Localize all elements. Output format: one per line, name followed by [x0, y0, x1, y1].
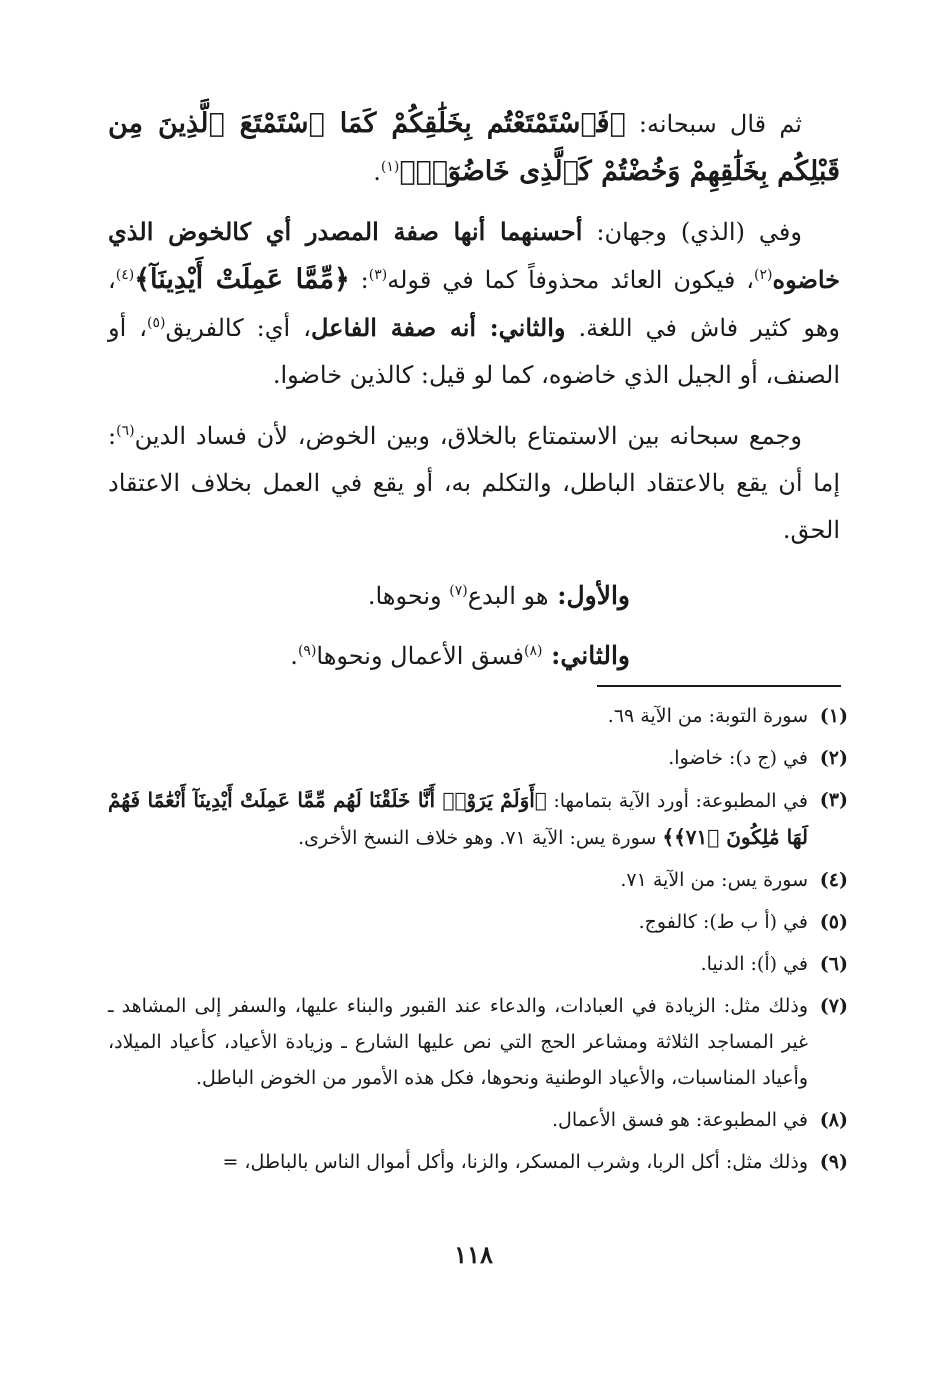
footnote-6 — [108, 946, 848, 982]
footnote-text: سورة التوبة: من الآية ٦٩. — [607, 705, 808, 727]
footnote-5 — [108, 904, 848, 940]
p4-b: ونحوها. — [367, 582, 450, 610]
footnotes — [108, 698, 848, 1186]
p2-c: ، فيكون العائد محذوفاً كما في قوله — [387, 266, 755, 294]
footnote-text: في (أ): الدنيا. — [700, 953, 808, 975]
paragraph-5 — [108, 628, 840, 684]
footnote-9 — [108, 1144, 848, 1180]
footnote-2 — [108, 740, 848, 776]
footnote-ref-4[interactable]: (٤) — [115, 267, 135, 283]
footnote-number: (٤) — [819, 869, 848, 891]
p4-label: والأول: — [548, 581, 630, 610]
footnote-ref-3[interactable]: (٣) — [368, 267, 388, 283]
p2-b-bold: أحسنهما أنها صفة المصدر أي كالخوض الذي خاضوه — [108, 217, 840, 294]
paragraph-1 — [108, 100, 840, 196]
p2-d: : — [349, 266, 369, 294]
footnote-text: في (أ ب ط): كالفوج. — [638, 911, 808, 933]
footnote-ref-1[interactable]: (١) — [380, 159, 400, 175]
footnote-text: سورة يس: من الآية ٧١. — [620, 869, 808, 891]
paragraph-3 — [108, 413, 840, 554]
footnote-text: وذلك مثل: أكل الربا، وشرب المسكر، والزنا، وأكل أموال الناس بالباطل، = — [222, 1151, 808, 1173]
footnote-text: في (ج د): خاضوا. — [668, 747, 808, 769]
p5-b: . — [290, 642, 298, 670]
footnote-number: (٦) — [819, 953, 848, 975]
footnote-number: (٩) — [819, 1151, 848, 1173]
quran-verse-1: ﴿فَٱسْتَمْتَعْتُم بِخَلَٰقِكُمْ كَمَا ٱسْتَمْتَعَ ٱلَّذِينَ مِن قَبْلِكُم بِخَلَٰقِهِمْ وَخُضْتُمْ كَٱلَّذِى خَاضُوٓا۟﴾ — [108, 108, 840, 187]
footnote-number: (٣) — [819, 789, 848, 811]
p2-g: ، أي: كالفريق — [165, 314, 311, 342]
footnote-text — [108, 782, 808, 856]
footnote-ref-2[interactable]: (٢) — [754, 267, 773, 283]
footnote-3-pre: في المطبوعة: أورد الآية بتمامها: — [546, 790, 808, 812]
footnote-4 — [108, 862, 848, 898]
footnote-3 — [108, 782, 848, 856]
p1-intro: ثم قال سبحانه: — [625, 110, 802, 138]
footnote-7 — [108, 988, 848, 1096]
p2-a: وفي (الذي) وجهان: — [582, 218, 802, 246]
p2-e: ، وهو كثير فاش في اللغة. — [108, 266, 841, 342]
footnote-text: في المطبوعة: هو فسق الأعمال. — [552, 1109, 808, 1131]
p3-b: : إما أن يقع بالاعتقاد الباطل، والتكلم به، أو يقع في العمل بخلاف الاعتقاد الحق. — [108, 422, 840, 544]
footnote-1 — [108, 698, 848, 734]
p2-h: ، أو الصنف، أو الجيل الذي خاضوه، كما لو قيل: كالذين خاضوا. — [108, 314, 840, 389]
p2-f-bold: والثاني: أنه صفة الفاعل — [311, 313, 566, 342]
footnote-text: وذلك مثل: الزيادة في العبادات، والدعاء عند القبور والبناء عليها، والسفر إلى المشاهد ـ غير المساجد الثلاثة ومشاعر الحج التي نص عليها الشارع ـ وزيادة الأعياد، كأعياد الميلاد، وأعياد المناسبات، والأعياد الوطنية ونحوها، فكل هذه الأمور من الخوض الباطل. — [108, 995, 808, 1089]
p3-a: وجمع سبحانه بين الاستمتاع بالخلاق، وبين الخوض، لأن فساد الدين — [134, 422, 802, 450]
footnote-ref-5[interactable]: (٥) — [147, 315, 166, 331]
p5-label: والثاني: — [542, 641, 630, 670]
footnote-ref-9[interactable]: (٩) — [297, 643, 317, 659]
p1-end: . — [373, 158, 381, 186]
p4-a: هو البدع — [467, 582, 549, 610]
footnote-number: (٥) — [819, 911, 848, 933]
paragraph-4 — [108, 568, 840, 624]
footnote-3-quran: ﴿أَوَلَمْ يَرَوْا۟ أَنَّا خَلَقْنَا لَهُم مِّمَّا عَمِلَتْ أَيْدِينَآ أَنْعَٰمًا فَهُمْ لَهَا مَٰلِكُونَ ﴿٧١﴾﴾ — [108, 788, 808, 849]
footnote-number: (١) — [819, 705, 848, 727]
main-text — [108, 100, 840, 684]
footnote-number: (٧) — [819, 995, 848, 1017]
footnote-number: (٢) — [819, 747, 848, 769]
footnote-divider — [597, 685, 841, 687]
p5-a: فسق الأعمال ونحوها — [316, 642, 524, 670]
footnote-ref-8[interactable]: (٨) — [524, 643, 543, 659]
footnote-3-post: سورة يس: الآية ٧١. وهو خلاف النسخ الأخرى. — [298, 827, 663, 849]
page-number: ١١٨ — [454, 1240, 493, 1269]
footnote-ref-7[interactable]: (٧) — [449, 583, 468, 599]
footnote-8 — [108, 1102, 848, 1138]
quran-verse-2: ﴿مِّمَّا عَمِلَتْ أَيْدِينَآ﴾ — [134, 264, 350, 295]
footnote-number: (٨) — [819, 1109, 848, 1131]
footnote-ref-6[interactable]: (٦) — [116, 423, 135, 439]
paragraph-2 — [108, 208, 840, 399]
